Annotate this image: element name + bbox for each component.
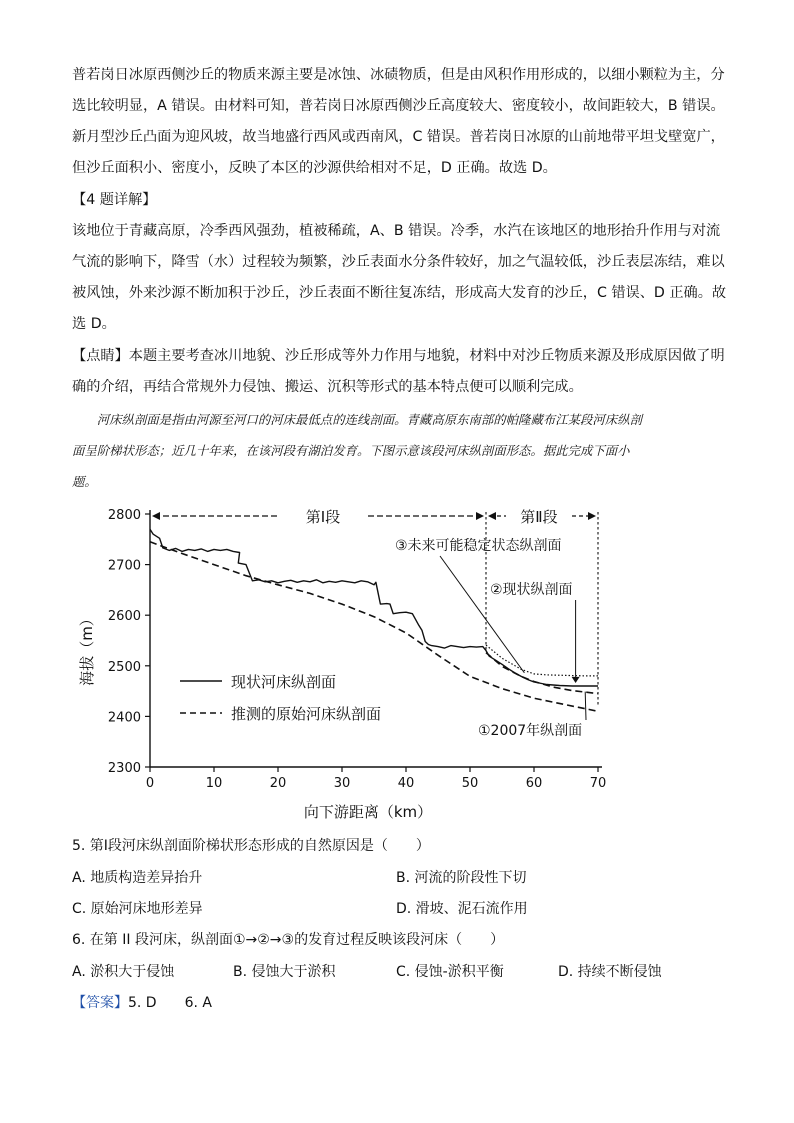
text-line: 该地位于青藏高原，冷季西风强劲，植被稀疏，A、B 错误。冷季，水汽在该地区的地形抬升作用与对流 — [72, 223, 721, 239]
text-line: 河床纵剖面是指由河源至河口的河床最低点的连线剖面。青藏高原东南部的帕隆藏布江某段河床纵剖 — [72, 412, 642, 427]
x-tick-label: 70 — [589, 776, 607, 791]
x-tick-label: 0 — [145, 776, 155, 791]
segment-2-arrowhead-right — [588, 512, 596, 520]
q5-option-b[interactable]: B. 河流的阶段性下切 — [396, 870, 527, 886]
answer-text: 5. D 6. A — [128, 995, 212, 1011]
x-tick-label: 40 — [397, 776, 415, 791]
segment-2-label: 第Ⅱ段 — [520, 508, 558, 526]
text-line: 确的介绍，再结合常规外力侵蚀、搬运、沉积等形式的基本特点便可以顺利完成。 — [72, 379, 583, 395]
y-tick-label: 2700 — [107, 558, 141, 574]
annotation-3-leader — [440, 556, 524, 673]
series-line-3 — [486, 645, 598, 676]
annotation-2-arrowhead — [572, 677, 580, 683]
legend-solid-label: 现状河床纵剖面 — [231, 673, 337, 691]
text-line: 选比较明显，A 错误。由材料可知，普若岗日冰原西侧沙丘高度较大、密度较小，故间距较大，B 错误。 — [72, 98, 725, 114]
x-tick-label: 30 — [333, 776, 351, 791]
q5-option-a[interactable]: A. 地质构造差异抬升 — [72, 870, 203, 886]
x-tick-label: 60 — [525, 776, 543, 791]
y-tick-label: 2500 — [107, 659, 141, 675]
y-tick-label: 2800 — [107, 508, 141, 523]
q6-option-d[interactable]: D. 持续不断侵蚀 — [558, 964, 662, 980]
text-line: 但沙丘面积小、密度小，反映了本区的沙源供给相对不足，D 正确。故选 D。 — [72, 160, 557, 176]
material-text — [72, 404, 722, 497]
y-tick-label: 2300 — [107, 761, 141, 776]
text-line: 被风蚀，外来沙源不断加积于沙丘，沙丘表面不断往复冻结，形成高大发育的沙丘，C 错误、D 正确。故 — [72, 285, 727, 301]
segment-1-label: 第Ⅰ段 — [305, 508, 341, 526]
series-line-2 — [150, 542, 598, 712]
q5-option-d[interactable]: D. 滑坡、泥石流作用 — [396, 901, 528, 917]
annotation-2: ②现状纵剖面 — [490, 582, 573, 598]
answer-line — [72, 993, 212, 1013]
y-tick-label: 2600 — [107, 609, 141, 625]
question-5-stem: 5. 第Ⅰ段河床纵剖面阶梯状形态形成的自然原因是（ ） — [72, 838, 430, 854]
legend-dashed-label: 推测的原始河床纵剖面 — [231, 705, 382, 723]
river-profile-chart — [70, 500, 630, 830]
q6-option-a[interactable]: A. 淤积大于侵蚀 — [72, 964, 175, 980]
x-tick-label: 50 — [461, 776, 479, 791]
text-line: 面呈阶梯状形态；近几十年来，在该河段有湖泊发育。下图示意该段河床纵剖面形态。据此完成下面小 — [72, 443, 630, 458]
q4-detail — [72, 216, 727, 340]
text-line: 题。 — [72, 474, 97, 489]
text-line: 选 D。 — [72, 316, 116, 332]
x-tick-label: 10 — [205, 776, 223, 791]
text-line: 普若岗日冰原西侧沙丘的物质来源主要是冰蚀、冰碛物质，但是由风积作用形成的，以细小颗粒为主，分 — [72, 67, 725, 83]
annotation-1: ①2007年纵剖面 — [478, 723, 583, 739]
segment-2-arrowhead-left — [488, 512, 496, 520]
annotation-1-leader — [585, 692, 586, 720]
text-line: 新月型沙丘凸面为迎风坡，故当地盛行西风或西南风，C 错误。普若岗日冰原的山前地带平坦戈壁宽广， — [72, 129, 725, 145]
segment-1-arrowhead-right — [476, 512, 484, 520]
text-line: 气流的影响下，降雪（水）过程较为频繁，沙丘表面水分条件较好，加之气温较低，沙丘表层冻结，难以 — [72, 254, 725, 270]
y-axis-title: 海拔（m） — [78, 611, 96, 686]
y-tick-label: 2400 — [107, 710, 141, 726]
question-6-stem: 6. 在第 II 段河床，纵剖面①→②→③的发育过程反映该段河床（ ） — [72, 932, 505, 948]
x-axis-title: 向下游距离（km） — [303, 803, 433, 821]
q4-heading: 【4 题详解】 — [72, 192, 157, 208]
annotation-3: ③未来可能稳定状态纵剖面 — [395, 538, 562, 554]
q3-explanation — [72, 60, 725, 184]
q6-option-c[interactable]: C. 侵蚀-淤积平衡 — [396, 964, 504, 980]
comment-block — [72, 341, 725, 403]
q6-option-b[interactable]: B. 侵蚀大于淤积 — [233, 964, 336, 980]
segment-1-arrowhead-left — [152, 512, 160, 520]
text-line: 【点睛】本题主要考查冰川地貌、沙丘形成等外力作用与地貌，材料中对沙丘物质来源及形成原因做了明 — [72, 348, 725, 364]
x-tick-label: 20 — [269, 776, 287, 791]
answer-tag: 【答案】 — [72, 995, 128, 1011]
q5-option-c[interactable]: C. 原始河床地形差异 — [72, 901, 203, 917]
